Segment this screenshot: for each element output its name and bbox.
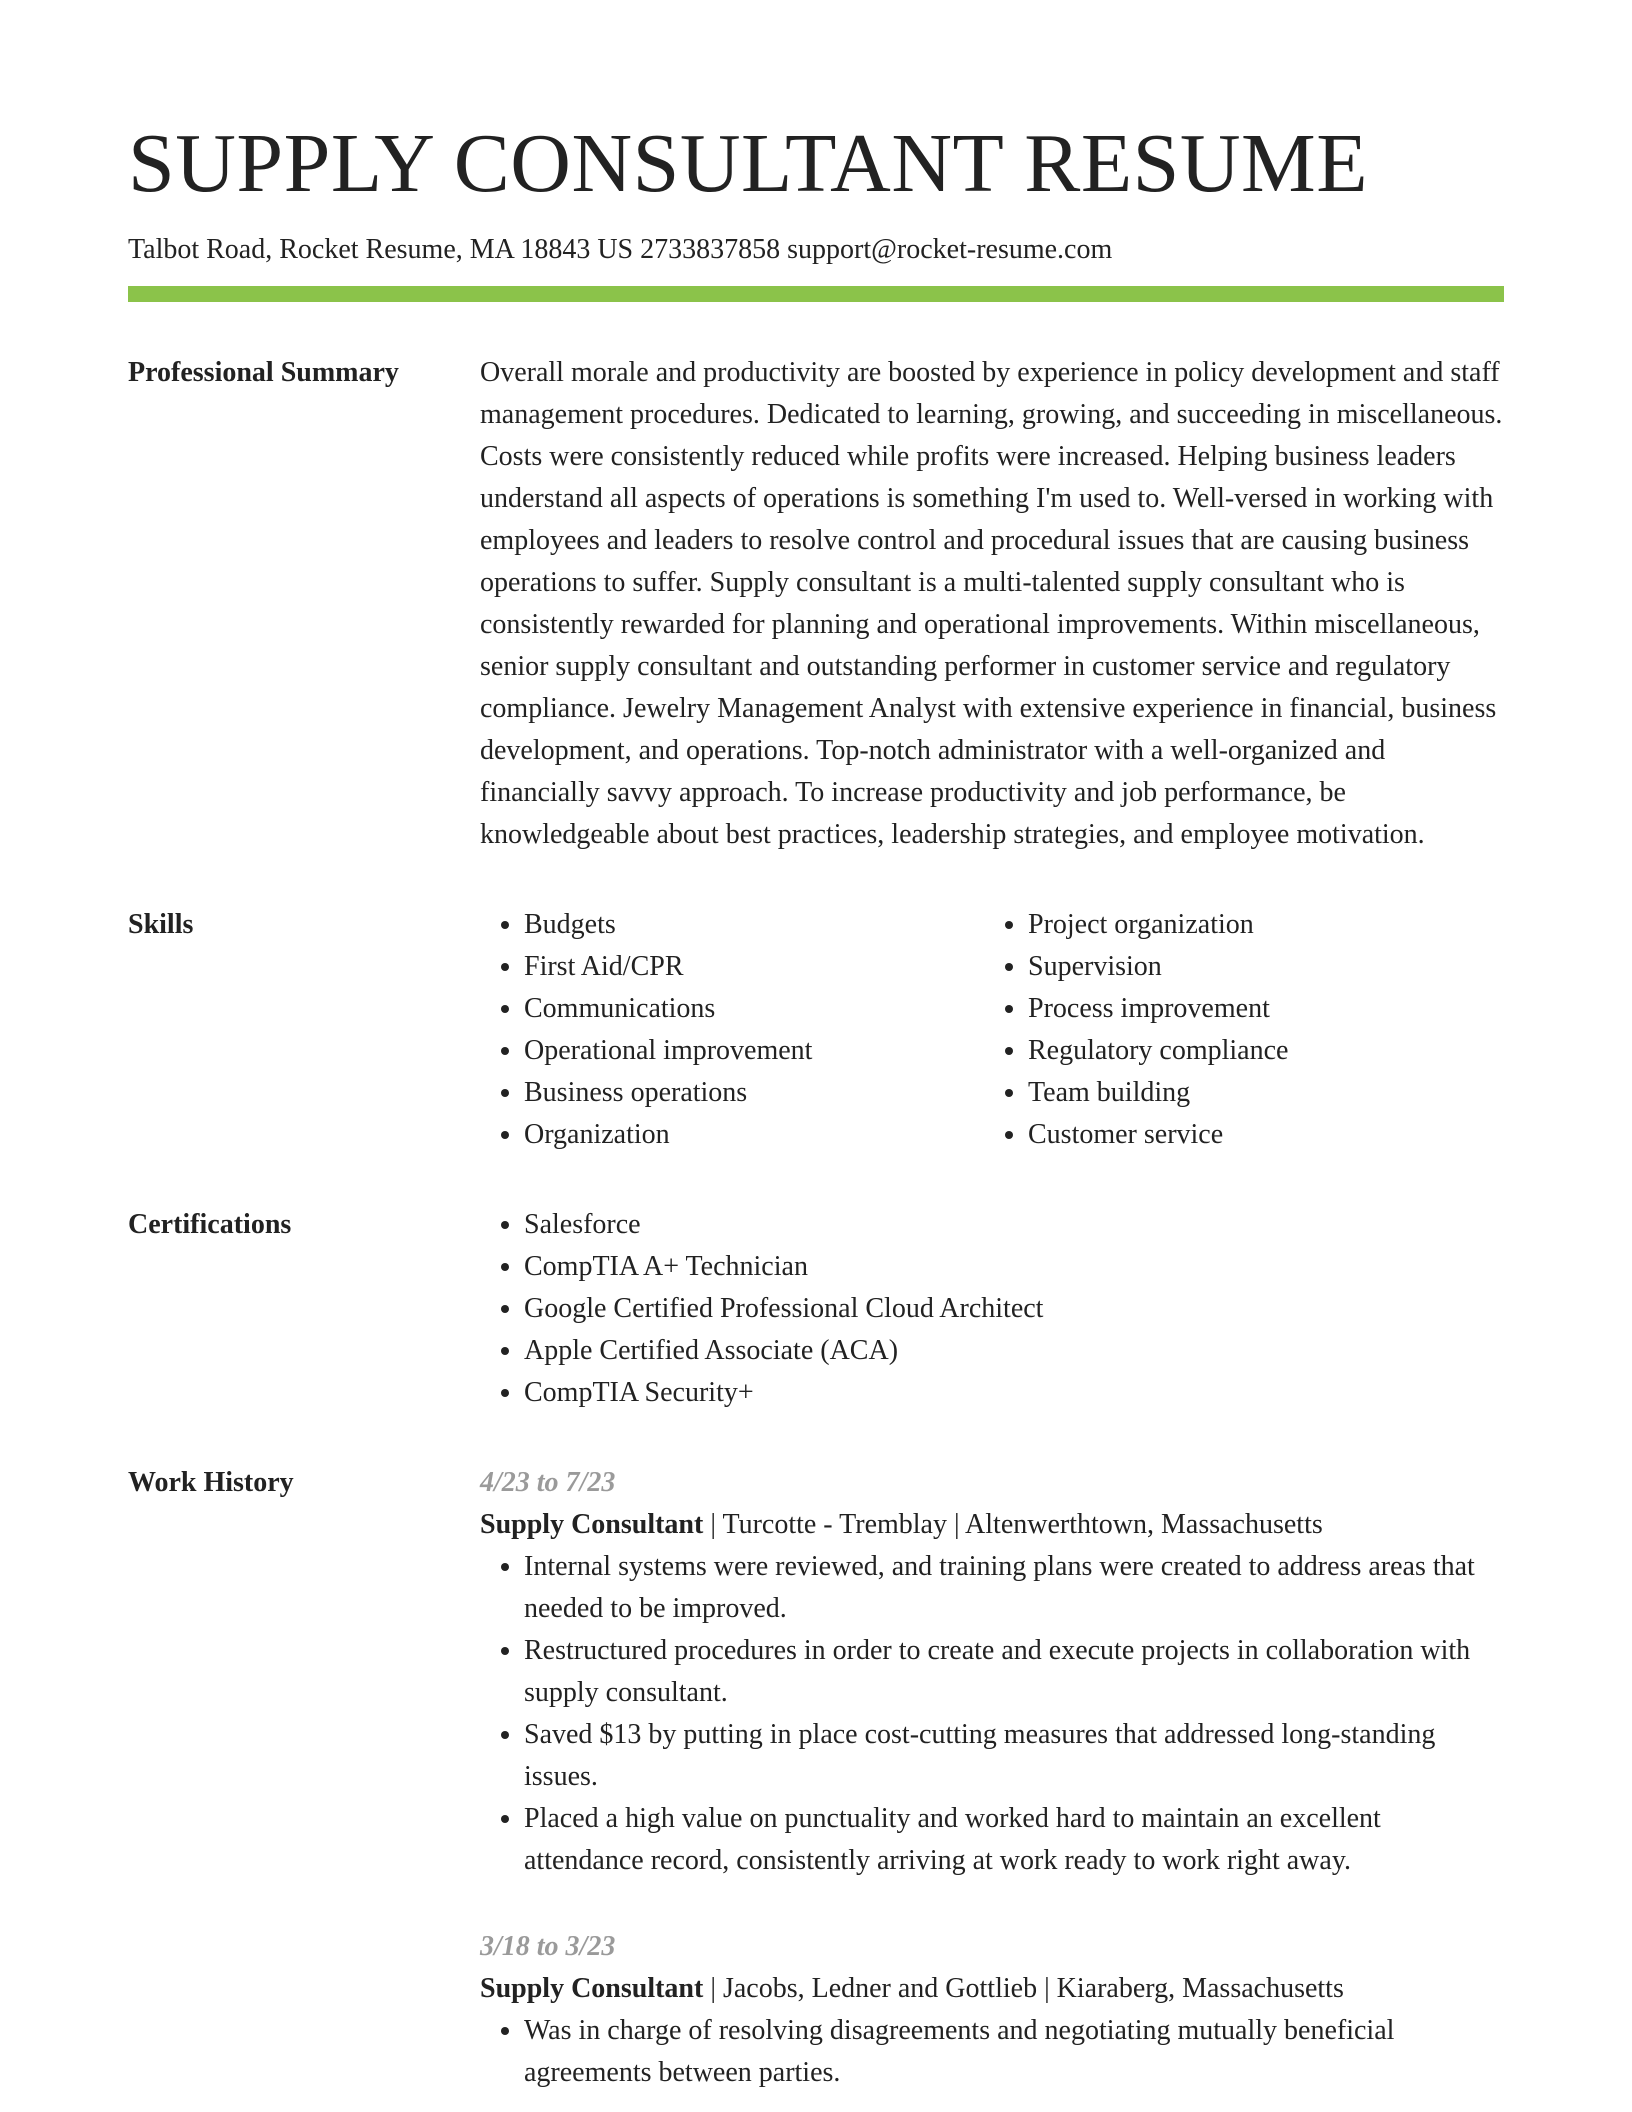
job-employer-location: | Turcotte - Tremblay | Altenwerthtown, Massachusetts [703, 1509, 1323, 1540]
job-entry [480, 1462, 1504, 1882]
certifications-list [480, 1204, 1504, 1414]
certification-item: • CompTIA A+ Technician [524, 1246, 1504, 1288]
job-bullet: • Internal systems were reviewed, and training plans were created to address areas that needed to be improved. [524, 1546, 1504, 1630]
summary-text: Overall morale and productivity are boosted by experience in policy development and staff management procedures. Dedicated to learning, growing, and succeeding in miscellaneous. Costs were consistently reduced while profits were increased. Helping business leaders understand all aspects of operations is something I'm used to. Well-versed in working with employees and leaders to resolve control and procedural issues that are causing business operations to suffer. Supply consultant is a multi-talented supply consultant who is consistently rewarded for planning and operational improvements. Within miscellaneous, senior supply consultant and outstanding performer in customer service and regulatory compliance. Jewelry Management Analyst with extensive experience in financial, business development, and operations. Top-notch administrator with a well-organized and financially savvy approach. To increase productivity and job performance, be knowledgeable about best practices, leadership strategies, and employee motivation. [480, 357, 1503, 850]
job-bullet: • Restructured procedures in order to create and execute projects in collaboration with supply consultant. [524, 1630, 1504, 1714]
skills-list-left [480, 904, 984, 1156]
skill-item: • First Aid/CPR [524, 946, 984, 988]
skill-item: • Process improvement [1028, 988, 1488, 1030]
job-title: Supply Consultant [480, 1973, 704, 2004]
work-history-section [128, 1462, 1504, 2094]
certification-item: • CompTIA Security+ [524, 1372, 1504, 1414]
certifications-section [128, 1204, 1504, 1414]
job-title: Supply Consultant [480, 1509, 704, 1540]
skill-item: • Budgets [524, 904, 984, 946]
certifications-label: Certifications [128, 1209, 292, 1240]
skills-list-right [984, 904, 1488, 1156]
skill-item: • Supervision [1028, 946, 1488, 988]
job-heading [480, 1968, 1504, 2010]
skill-item: • Communications [524, 988, 984, 1030]
skill-item: • Team building [1028, 1072, 1488, 1114]
summary-label: Professional Summary [128, 357, 399, 388]
job-dates: 4/23 to 7/23 [480, 1467, 616, 1498]
certification-item: • Apple Certified Associate (ACA) [524, 1330, 1504, 1372]
skill-item: • Customer service [1028, 1114, 1488, 1156]
accent-divider [128, 286, 1504, 302]
work-history-label: Work History [128, 1467, 294, 1498]
job-entry [480, 1926, 1504, 2094]
skill-item: • Business operations [524, 1072, 984, 1114]
skill-item: • Operational improvement [524, 1030, 984, 1072]
job-bullets [480, 1546, 1504, 1882]
skill-item: • Project organization [1028, 904, 1488, 946]
summary-section [128, 352, 1504, 856]
skill-item: • Regulatory compliance [1028, 1030, 1488, 1072]
job-employer-location: | Jacobs, Ledner and Gottlieb | Kiaraberg, Massachusetts [703, 1973, 1344, 2004]
certification-item: • Salesforce [524, 1204, 1504, 1246]
certification-item: • Google Certified Professional Cloud Architect [524, 1288, 1504, 1330]
job-bullet: • Was in charge of resolving disagreements and negotiating mutually beneficial agreements between parties. [524, 2010, 1504, 2094]
skill-item: • Organization [524, 1114, 984, 1156]
resume-title: SUPPLY CONSULTANT RESUME [128, 117, 1369, 210]
job-dates: 3/18 to 3/23 [480, 1931, 616, 1962]
job-bullet: • Placed a high value on punctuality and worked hard to maintain an excellent attendance record, consistently arriving at work ready to work right away. [524, 1798, 1504, 1882]
job-bullets [480, 2010, 1504, 2094]
job-bullet: • Saved $13 by putting in place cost-cutting measures that addressed long-standing issues. [524, 1714, 1504, 1798]
job-heading [480, 1504, 1504, 1546]
skills-section [128, 904, 1504, 1156]
skills-label: Skills [128, 909, 194, 940]
contact-line: Talbot Road, Rocket Resume, MA 18843 US 2733837858 support@rocket-resume.com [128, 234, 1113, 265]
